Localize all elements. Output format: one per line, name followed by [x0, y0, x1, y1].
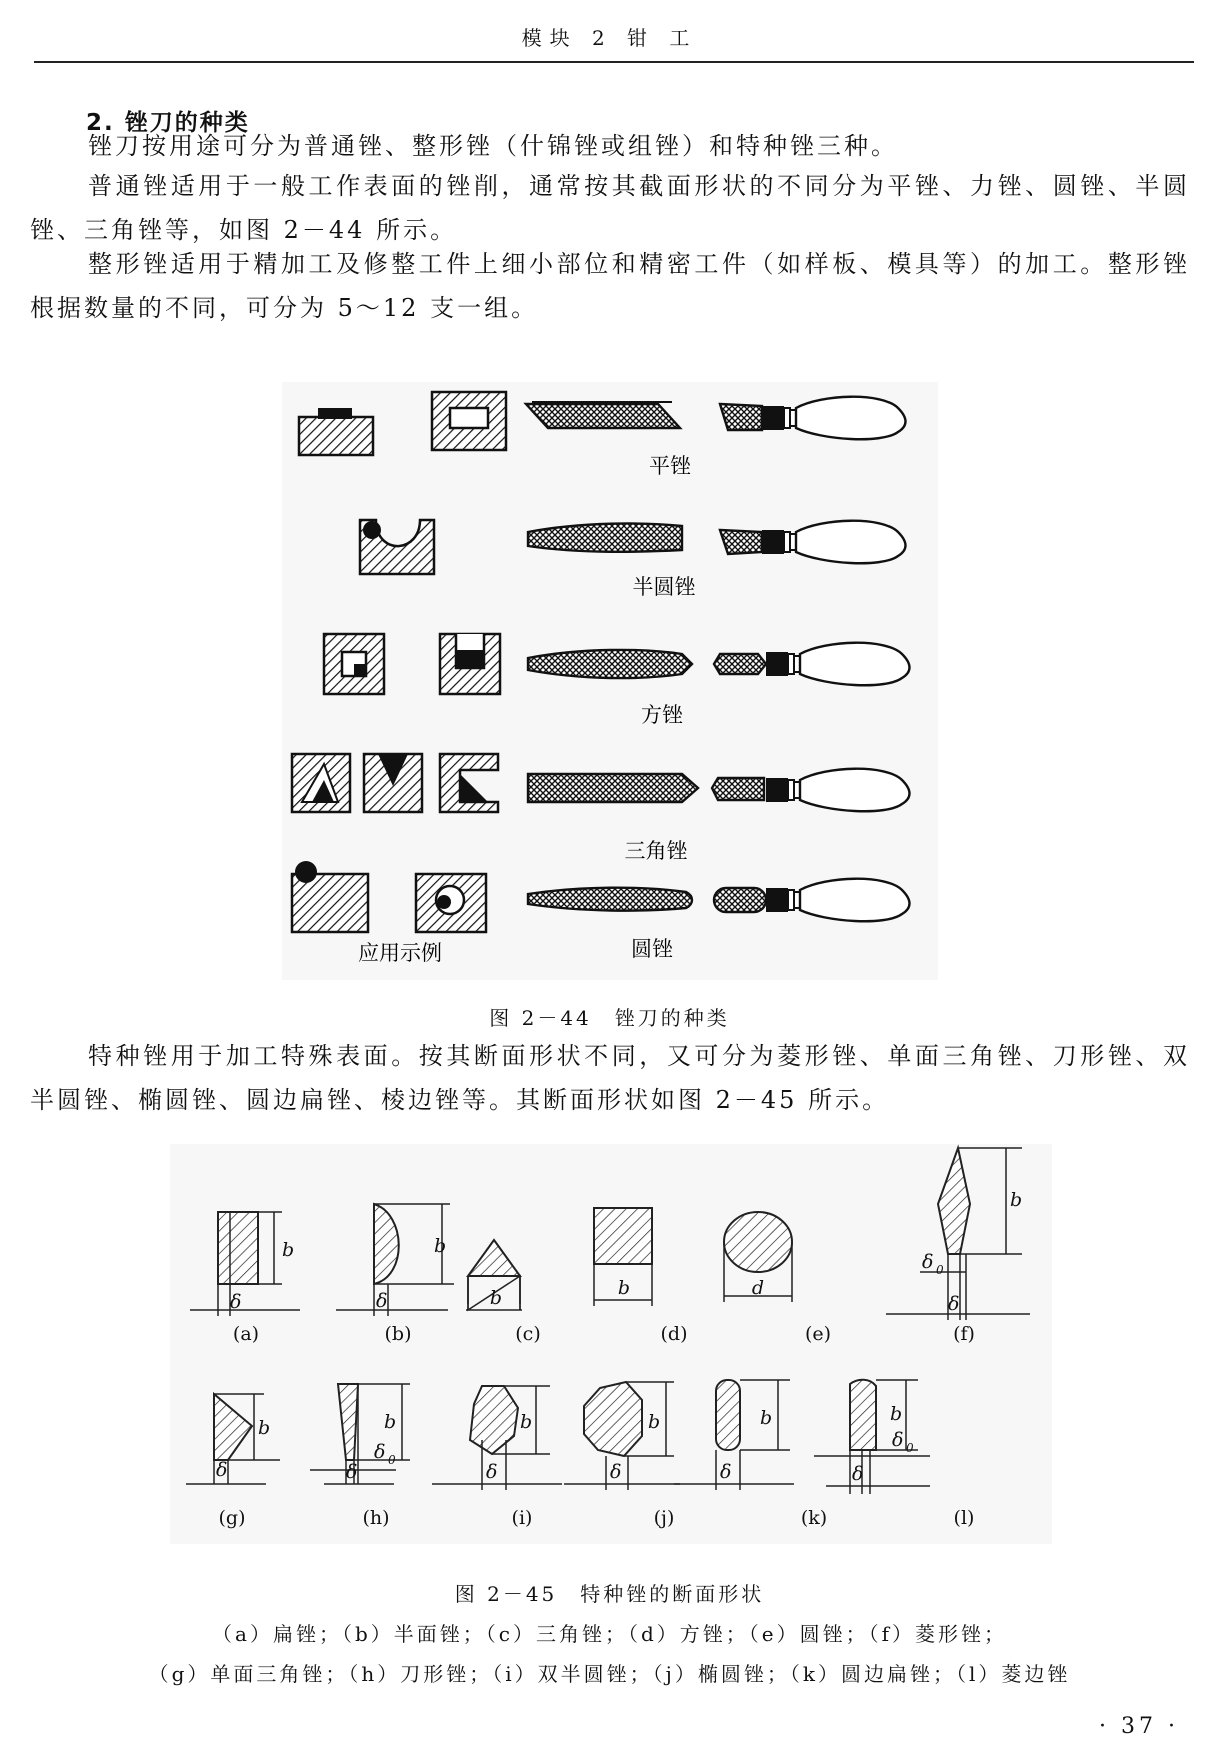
panel-label-h: (h): [362, 1507, 390, 1529]
dim-delta0-sub-h: 0: [388, 1453, 396, 1467]
label-half-round-file: 半圆锉: [632, 575, 696, 599]
dim-delta0-sub-l: 0: [906, 1441, 914, 1455]
paragraph-3: 整形锉适用于精加工及修整工件上细小部位和精密工件（如样板、模具等）的加工。整形锉根据数量的不同，可分为 5～12 支一组。: [30, 250, 1190, 322]
dim-b-i: b: [520, 1411, 533, 1433]
panel-label-f: (f): [953, 1323, 975, 1345]
dim-b-l: b: [890, 1403, 903, 1425]
panel-label-d: (d): [660, 1323, 688, 1345]
dim-delta0-h: δ: [374, 1441, 386, 1463]
panel-label-k: (k): [800, 1507, 828, 1529]
dim-delta-j: δ: [610, 1461, 622, 1483]
panel-label-l: (l): [953, 1507, 975, 1529]
dim-d-e: d: [751, 1277, 765, 1299]
dim-delta-a: δ: [230, 1291, 242, 1313]
page-number: · 37 ·: [1099, 1714, 1179, 1739]
dim-delta-i: δ: [486, 1461, 498, 1483]
running-header: 模块 2 钳 工: [521, 26, 698, 50]
square-file-row: [324, 634, 910, 694]
dim-b-h: b: [384, 1411, 397, 1433]
panel-label-j: (j): [653, 1507, 675, 1529]
panel-label-c: (c): [515, 1323, 541, 1345]
triangular-file-row: [292, 754, 910, 812]
half-round-file-row: [360, 520, 906, 574]
dim-delta-g: δ: [216, 1459, 228, 1481]
dim-b-k: b: [760, 1407, 773, 1429]
figure-2-44: [282, 382, 938, 980]
figure-2-45-caption: 图 2－45 特种锉的断面形状: [454, 1582, 765, 1606]
round-file-row: [292, 861, 910, 932]
dim-b-c: b: [489, 1287, 503, 1309]
panel-label-b: (b): [384, 1323, 412, 1345]
figure-2-45: [170, 1144, 1052, 1544]
panel-label-i: (i): [511, 1507, 533, 1529]
panel-label-g: (g): [218, 1507, 246, 1529]
dim-b-d: b: [617, 1277, 631, 1299]
label-flat-file: 平锉: [649, 454, 691, 478]
label-triangular-file: 三角锉: [624, 839, 688, 863]
figure-2-44-caption: 图 2－44 锉刀的种类: [489, 1006, 730, 1030]
dim-delta-k: δ: [720, 1461, 732, 1483]
flat-file-row: [299, 392, 906, 455]
dim-delta-h: δ: [346, 1461, 358, 1483]
paragraph-1: 锉刀按用途可分为普通锉、整形锉（什锦锉或组锉）和特种锉三种。: [88, 132, 898, 160]
paragraph-2: 普通锉适用于一般工作表面的锉削，通常按其截面形状的不同分为平锉、力锉、圆锉、半圆锉、三角锉等，如图 2－44 所示。: [30, 172, 1190, 244]
dim-delta-b: δ: [376, 1290, 388, 1312]
dim-b-a: b: [282, 1239, 295, 1261]
section-title: 2. 锉刀的种类: [86, 110, 250, 136]
label-round-file: 圆锉: [631, 937, 673, 961]
paragraph-4: 特种锉用于加工特殊表面。按其断面形状不同，又可分为菱形锉、单面三角锉、刀形锉、双半圆锉、椭圆锉、圆边扁锉、棱边锉等。其断面形状如图 2－45 所示。: [30, 1042, 1190, 1114]
dim-b-b: b: [434, 1235, 447, 1257]
dim-b-f: b: [1010, 1189, 1023, 1211]
label-square-file: 方锉: [641, 703, 683, 727]
figure-2-45-legend-line-2: （g）单面三角锉；（h）刀形锉；（i）双半圆锉；（j）椭圆锉；（k）圆边扁锉；（l）菱边锉: [148, 1662, 1071, 1686]
figure-2-45-legend-line-1: （a）扁锉；（b）半面锉；（c）三角锉；（d）方锉；（e）圆锉；（f）菱形锉；: [212, 1622, 1007, 1646]
panel-label-a: (a): [232, 1323, 260, 1345]
dim-delta-f: δ: [948, 1293, 960, 1315]
file-types-illustration: [282, 382, 938, 980]
label-application-example: 应用示例: [358, 941, 442, 965]
header-rule: [34, 61, 1194, 63]
dim-b-g: b: [258, 1417, 271, 1439]
special-file-sections: [170, 1144, 1052, 1544]
dim-delta0-f: δ: [922, 1251, 934, 1273]
panel-label-e: (e): [804, 1323, 832, 1345]
dim-delta-l: δ: [852, 1463, 864, 1485]
dim-delta0-l: δ: [892, 1429, 904, 1451]
dim-b-j: b: [648, 1411, 661, 1433]
dim-delta0-sub-f: 0: [936, 1263, 944, 1277]
